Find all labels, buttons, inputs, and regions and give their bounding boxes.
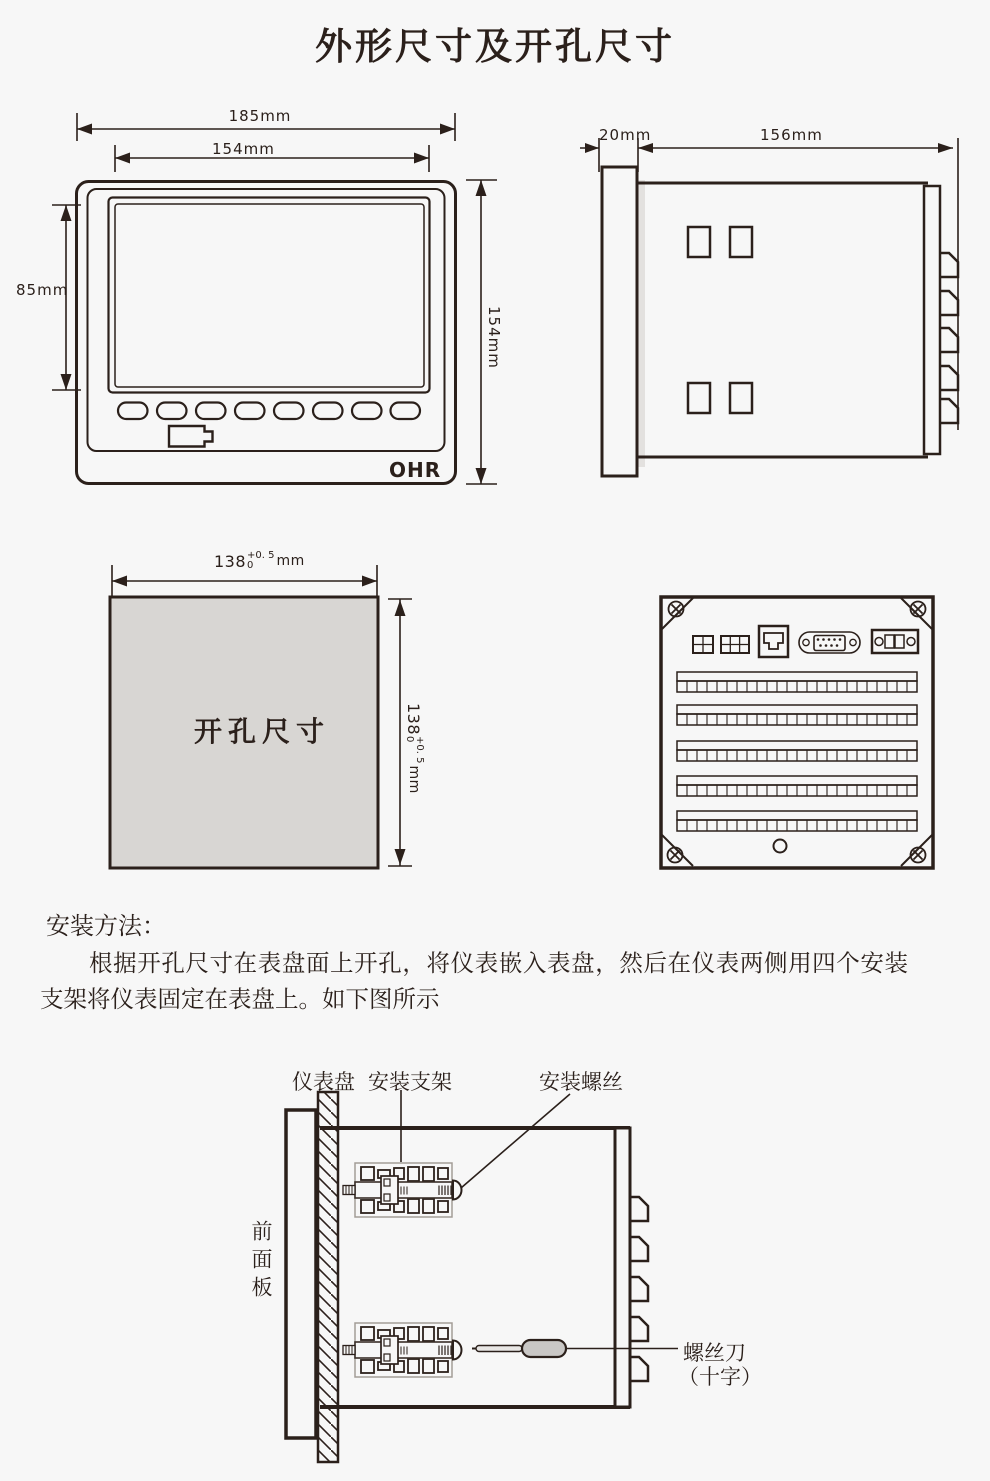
front-buttons bbox=[118, 403, 420, 420]
label-mounting-bracket: 安装支架 bbox=[368, 1070, 452, 1094]
label-instrument-panel: 仪表盘 bbox=[292, 1070, 355, 1094]
mounting-bracket-top bbox=[343, 1163, 462, 1217]
label-screwdriver: 螺丝刀 bbox=[683, 1341, 746, 1365]
side-body bbox=[637, 183, 940, 457]
dim-label-154mm-right: 154mm bbox=[485, 306, 503, 369]
front-bezel bbox=[602, 167, 637, 476]
tolerance-lower: 0 bbox=[247, 560, 254, 571]
cutout-label: 开孔尺寸 bbox=[194, 717, 331, 748]
page-title: 外形尺寸及开孔尺寸 bbox=[315, 25, 675, 68]
rear-view-drawing bbox=[650, 590, 945, 880]
rear-connector-tabs bbox=[940, 253, 958, 423]
tolerance-upper: +0. 5 bbox=[247, 550, 275, 561]
dim-label-138-top: 138 +0. 5 0 mm bbox=[214, 550, 305, 571]
usb-port bbox=[169, 426, 213, 447]
instrument-body-side bbox=[320, 1128, 630, 1407]
label-screwdriver-type: （十字） bbox=[678, 1365, 762, 1389]
screwdriver bbox=[472, 1340, 566, 1357]
dim-label-185mm: 185mm bbox=[228, 107, 292, 125]
dim-label-154mm-top: 154mm bbox=[212, 140, 275, 158]
instrument-front-outline bbox=[77, 182, 456, 484]
dim-label-85mm: 85mm bbox=[16, 281, 69, 299]
dim-label-138-right: 138 +0. 5 0 mm bbox=[404, 703, 425, 794]
display-screen bbox=[115, 204, 424, 387]
label-front-panel: 前面板 bbox=[249, 1220, 273, 1304]
mounting-bracket-bottom bbox=[343, 1323, 462, 1377]
install-method-body: 根据开孔尺寸在表盘面上开孔，将仪表嵌入表盘，然后在仪表两侧用四个安装支架将仪表固定在表盘上。如下图所示 bbox=[40, 951, 908, 1013]
front-view-drawing bbox=[0, 100, 540, 510]
rear-tabs bbox=[630, 1197, 648, 1381]
dim-label-20mm: 20mm bbox=[599, 126, 652, 144]
front-panel-plate bbox=[286, 1110, 316, 1438]
ohr-logo: OHR bbox=[389, 458, 442, 482]
label-mounting-screw: 安装螺丝 bbox=[539, 1070, 623, 1094]
install-method-heading: 安装方法： bbox=[46, 914, 166, 940]
display-frame bbox=[109, 198, 430, 393]
dim-label-156mm: 156mm bbox=[760, 126, 823, 144]
installation-drawing bbox=[240, 1060, 990, 1481]
side-view-drawing bbox=[580, 100, 990, 500]
side-vents bbox=[688, 227, 752, 413]
